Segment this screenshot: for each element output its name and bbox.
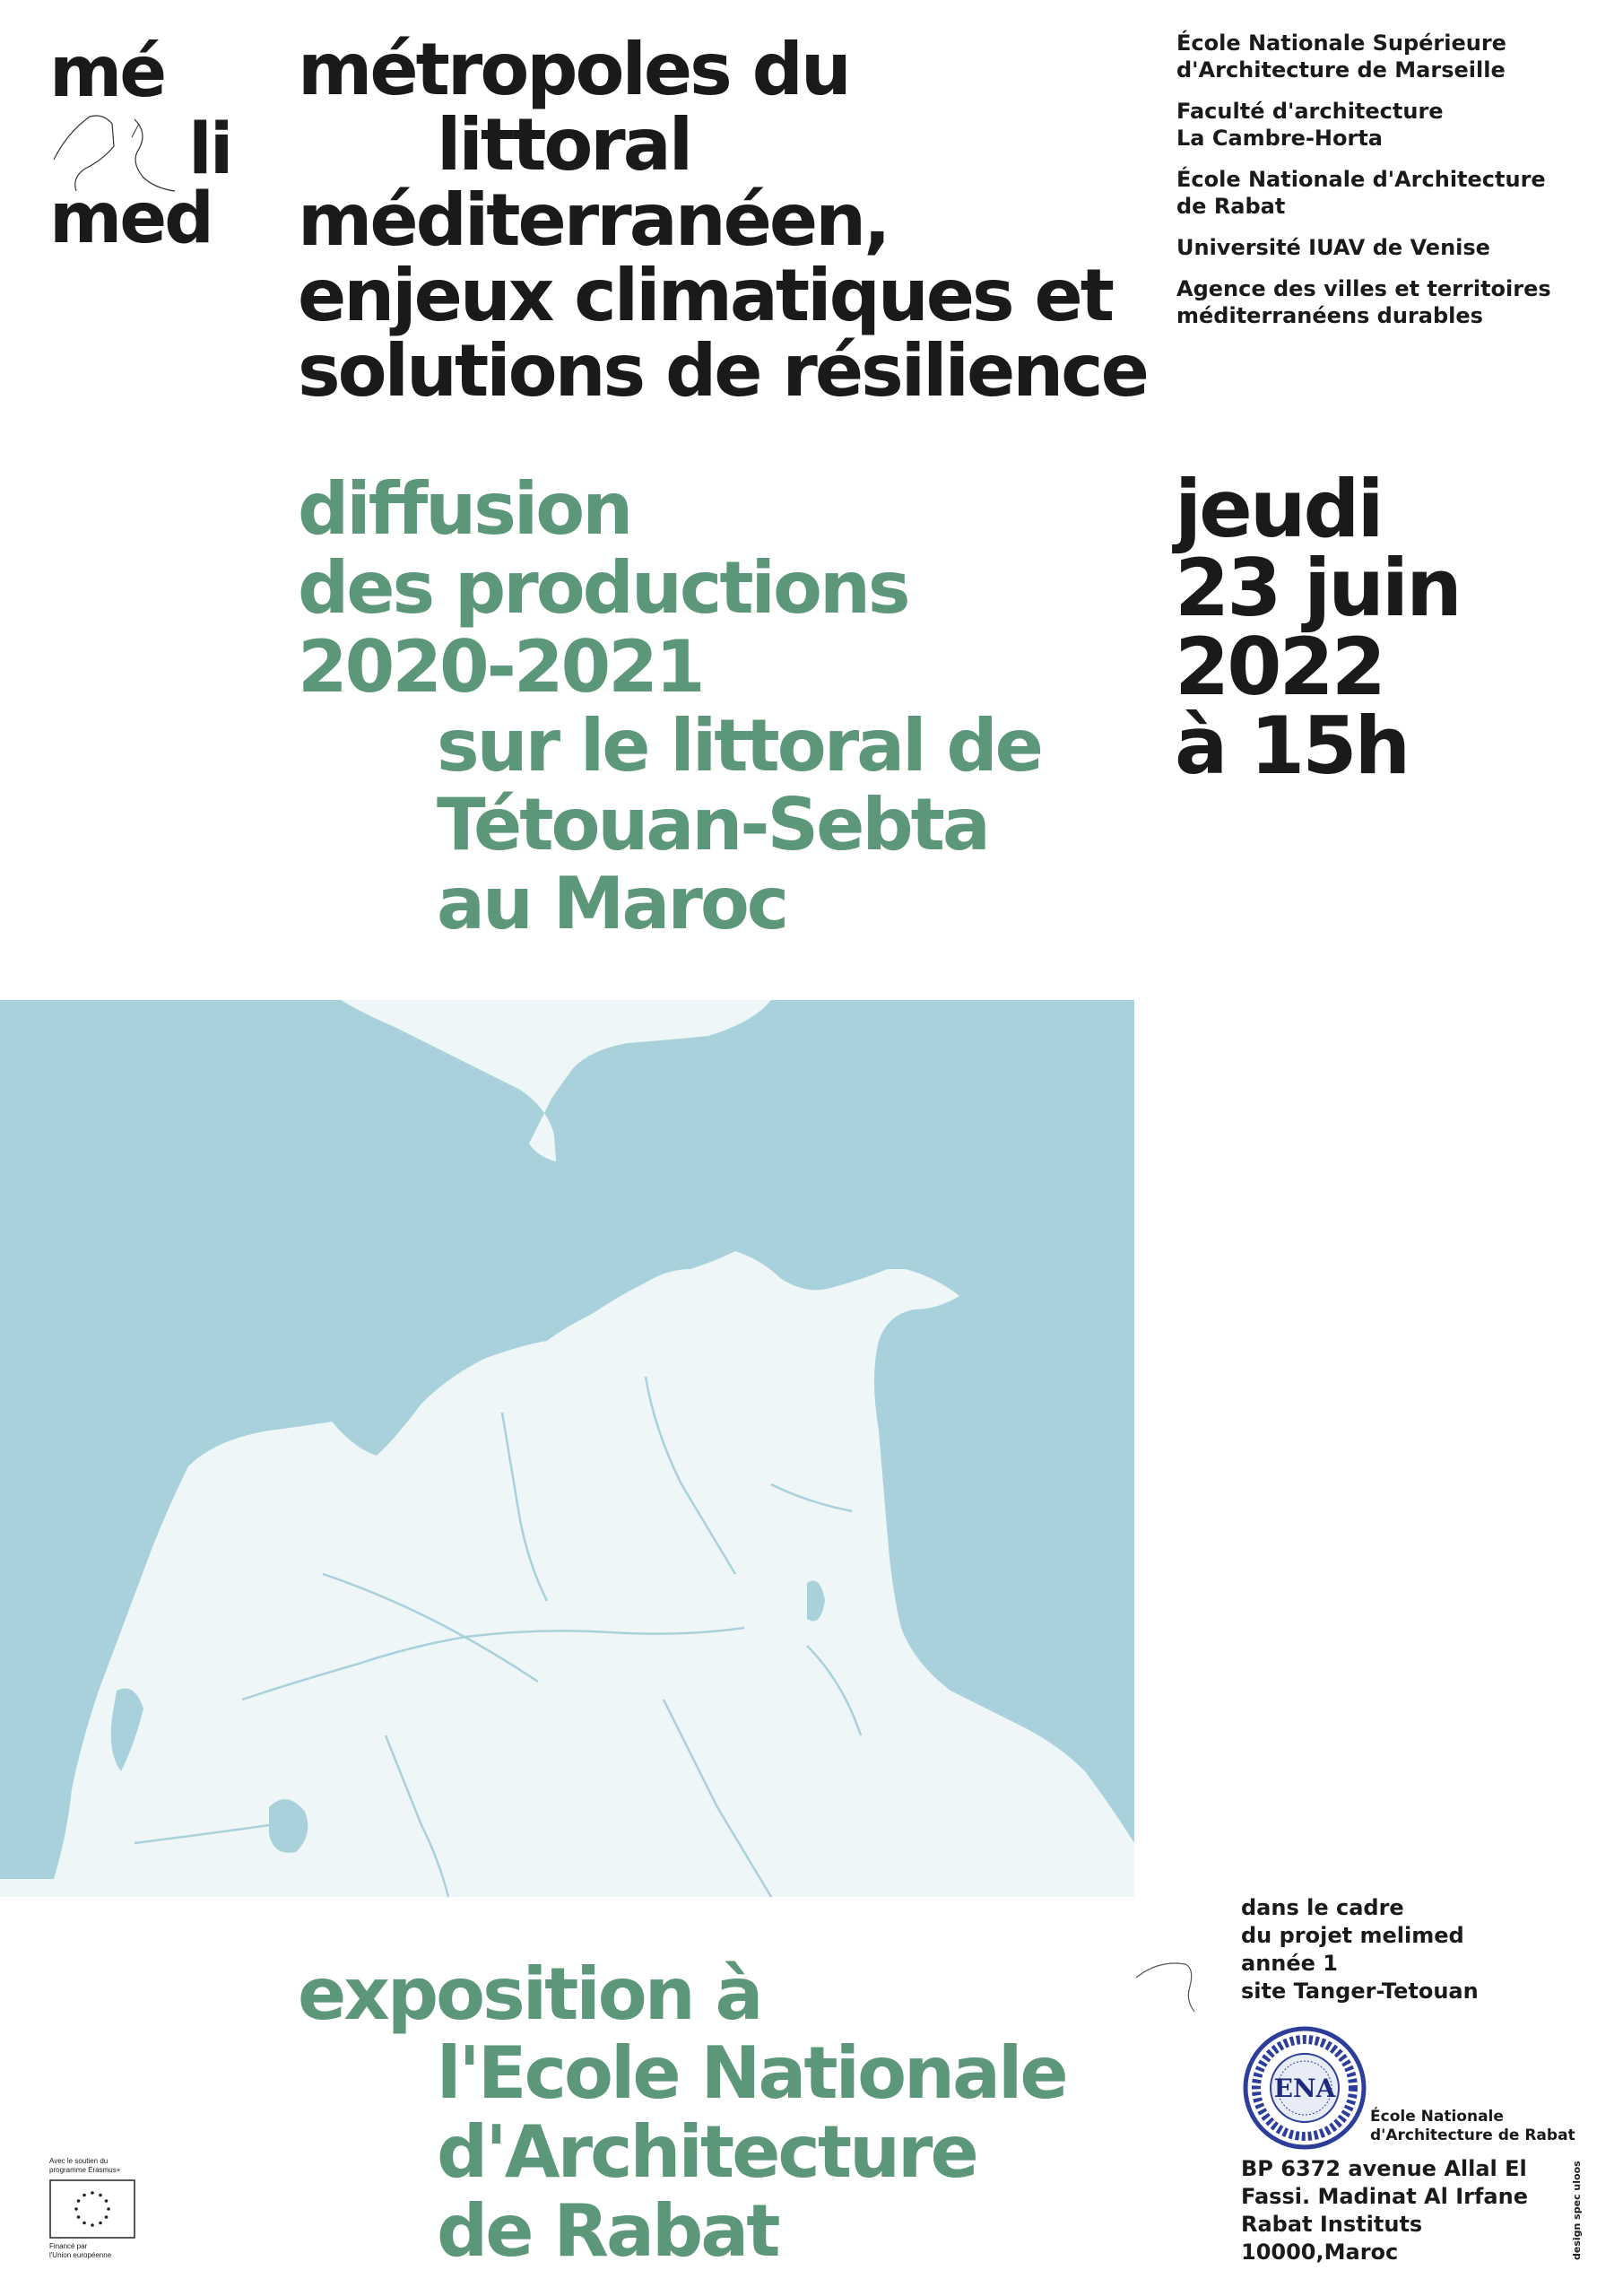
address-line: 10000,Maroc [1241,2239,1399,2265]
date-line: à 15h [1175,700,1409,792]
ena-caption-line: École Nationale [1370,2108,1504,2126]
eu-support-line: programme Erasmus+ [49,2166,121,2174]
partner-name: Université IUAV de Venise [1176,235,1490,260]
coastline-map [0,1000,1134,1897]
partner-name: de Rabat [1176,194,1286,219]
partner-name: École Nationale Supérieure [1176,30,1506,56]
exhibition-line: exposition à [298,1952,761,2036]
exhibition-line: d'Architecture [437,2110,976,2194]
partner-item [1176,98,1598,152]
mini-coastline-icon [1132,1951,1203,2013]
ena-caption-line: d'Architecture de Rabat [1370,2126,1575,2144]
context-line: dans le cadre [1241,1895,1404,1920]
ena-caption [1370,2108,1575,2145]
partner-name: La Cambre-Horta [1176,126,1383,151]
subtitle-line: Tétouan-Sebta [437,783,988,866]
ena-letters: ENA [1273,2074,1336,2103]
logo-li: li [188,109,231,190]
exhibition-line: de Rabat [437,2189,778,2273]
eu-support-line: Avec le soutien du [49,2157,108,2165]
title-line: méditerranéen, [298,178,889,262]
design-credit: design spec uloos [1571,2161,1583,2260]
exhibition-block [298,1952,1066,2273]
subtitle-line: diffusion [298,467,631,551]
date-line: jeudi [1175,463,1382,555]
exhibition-line: l'Ecole Nationale [437,2031,1066,2115]
logo-med: med [49,178,213,259]
partner-item [1176,30,1598,83]
eu-funded-text [49,2242,111,2260]
title-line: solutions de résilience [298,329,1147,413]
title-line: littoral [437,103,691,187]
logo-me: mé [49,32,165,113]
context-line: site Tanger-Tetouan [1241,1979,1479,2004]
partner-name: École Nationale d'Architecture [1176,167,1546,192]
partner-item [1176,275,1598,329]
partner-item [1176,166,1598,220]
eu-support-text [49,2157,120,2175]
title-line: métropoles du [298,28,849,111]
date-line: 2022 [1175,621,1384,713]
main-title [298,28,1147,413]
address-line: Fassi. Madinat Al Irfane [1241,2184,1528,2209]
eu-flag-icon [49,2179,135,2239]
partner-name: Agence des villes et territoires [1176,276,1551,301]
subtitle-line: 2020-2021 [298,625,703,709]
context-line: du projet melimed [1241,1923,1464,1948]
address-block [1241,2155,1528,2266]
eu-funded-line: Financé par [49,2242,88,2250]
partner-name: Faculté d'architecture [1176,99,1444,124]
context-line: année 1 [1241,1951,1338,1976]
address-line: Rabat Instituts [1241,2212,1423,2237]
partner-name: d'Architecture de Marseille [1176,57,1506,83]
context-block [1241,1894,1479,2005]
partners-list [1176,30,1598,344]
ena-logo-icon [1242,2025,1367,2151]
eu-funded-line: l'Union européenne [49,2251,112,2259]
subtitle-line: sur le littoral de [437,704,1041,787]
subtitle-line: des productions [298,546,908,630]
partner-name: méditerranéens durables [1176,303,1483,328]
address-line: BP 6372 avenue Allal El [1241,2156,1527,2181]
subtitle-block [298,467,1041,945]
date-line: 23 juin [1175,542,1460,634]
title-line: enjeux climatiques et [298,254,1113,337]
event-date [1175,463,1460,792]
partner-item [1176,234,1598,261]
subtitle-line: au Maroc [437,862,787,945]
